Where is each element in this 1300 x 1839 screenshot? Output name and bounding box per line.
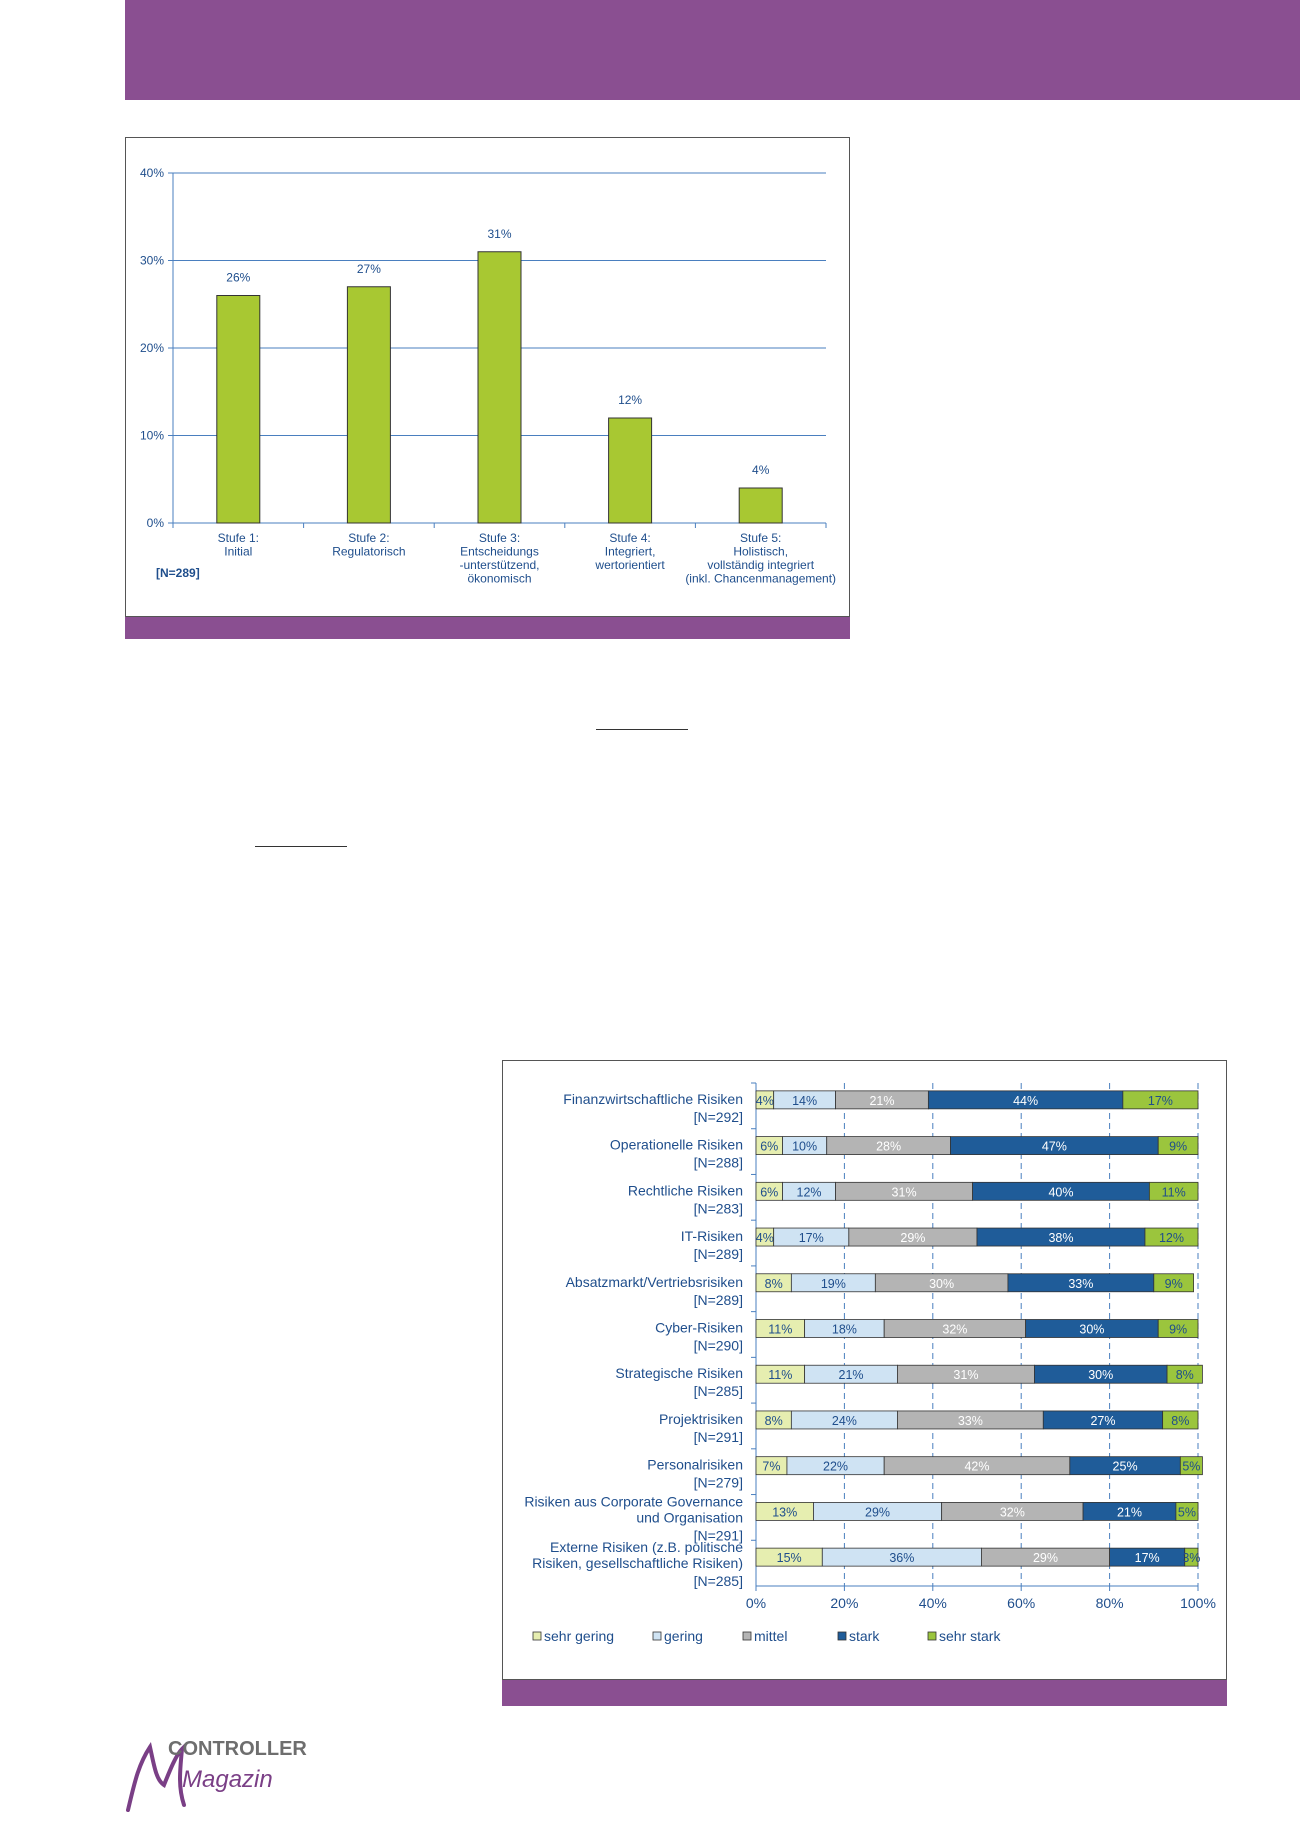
segment-value-label: 30% (1079, 1322, 1105, 1337)
segment-value-label: 22% (823, 1459, 849, 1474)
y-tick-label: 0% (146, 516, 164, 530)
sample-size-label: [N=283] (693, 1200, 743, 1217)
segment-value-label: 6% (760, 1185, 779, 1200)
segment-value-label: 4% (755, 1231, 774, 1246)
x-tick-label: 60% (1007, 1595, 1036, 1611)
text-underline-2 (255, 846, 347, 847)
legend-swatch (838, 1632, 846, 1640)
legend-swatch (653, 1632, 661, 1640)
bar (609, 418, 652, 523)
segment-value-label: 6% (760, 1139, 779, 1154)
segment-value-label: 8% (1171, 1413, 1190, 1428)
sample-size-note: [N=289] (156, 566, 200, 580)
y-tick-label: 10% (139, 428, 164, 443)
segment-value-label: 17% (1147, 1093, 1173, 1108)
category-label: ökonomisch (467, 571, 532, 586)
sample-size-label: [N=291] (693, 1428, 743, 1445)
category-label: Cyber-Risiken (655, 1319, 743, 1336)
segment-value-label: 33% (957, 1413, 983, 1428)
risk-chart-frame (502, 1060, 1227, 1680)
x-tick-label: 0% (745, 1595, 767, 1611)
category-label: Risiken, gesellschaftliche Risiken) (532, 1555, 743, 1572)
category-label: Stufe 3: (478, 531, 521, 545)
segment-value-label: 19% (820, 1276, 846, 1291)
maturity-chart-frame (125, 137, 850, 617)
segment-value-label: 17% (1134, 1551, 1160, 1566)
category-label: vollständig integriert (707, 558, 815, 572)
x-tick-label: 100% (1180, 1595, 1216, 1611)
category-label: Risiken aus Corporate Governance (524, 1493, 743, 1510)
segment-value-label: 36% (889, 1551, 915, 1566)
segment-value-label: 30% (929, 1276, 955, 1291)
segment-value-label: 40% (1048, 1185, 1074, 1200)
category-label: Externe Risiken (z.B. politische (550, 1539, 743, 1556)
segment-value-label: 30% (1088, 1368, 1114, 1383)
segment-value-label: 32% (999, 1505, 1025, 1520)
maturity-chart-caption-bar (125, 617, 850, 639)
segment-value-label: 9% (1169, 1322, 1188, 1337)
segment-value-label: 24% (831, 1413, 857, 1428)
segment-value-label: 33% (1068, 1276, 1094, 1291)
segment-value-label: 21% (838, 1368, 864, 1383)
segment-value-label: 29% (1032, 1551, 1059, 1566)
segment-value-label: 21% (1116, 1505, 1143, 1520)
segment-value-label: 17% (798, 1231, 824, 1246)
text-underline-1 (596, 729, 688, 730)
segment-value-label: 32% (942, 1322, 968, 1337)
segment-value-label: 3% (1182, 1551, 1201, 1566)
sample-size-label: [N=289] (693, 1246, 743, 1263)
category-label: (inkl. Chancenmanagement) (685, 571, 837, 586)
category-label: IT-Risiken (680, 1228, 743, 1245)
bar (739, 488, 782, 523)
legend-label: sehr stark (939, 1628, 1001, 1644)
category-label: Absatzmarkt/Vertriebsrisiken (565, 1273, 743, 1290)
segment-value-label: 5% (1177, 1505, 1196, 1520)
risk-stacked-bar-chart (503, 1061, 1226, 1679)
x-tick-label: 80% (1095, 1595, 1124, 1611)
segment-value-label: 29% (865, 1505, 891, 1520)
legend-swatch (533, 1632, 541, 1640)
category-label: Integriert, (604, 544, 656, 559)
category-label: Stufe 1: (217, 531, 259, 545)
segment-value-label: 12% (1158, 1231, 1184, 1246)
segment-value-label: 27% (1090, 1413, 1116, 1428)
logo-script: Magazin (182, 1766, 273, 1793)
y-tick-label: 40% (139, 166, 164, 180)
logo-wordmark: CONTROLLER (168, 1738, 307, 1760)
segment-value-label: 8% (764, 1413, 783, 1428)
bar (217, 296, 260, 524)
legend-swatch (743, 1632, 751, 1640)
segment-value-label: 42% (964, 1459, 990, 1474)
segment-value-label: 18% (831, 1322, 857, 1337)
segment-value-label: 7% (762, 1459, 781, 1474)
category-label: Personalrisiken (647, 1456, 743, 1473)
category-label: Projektrisiken (658, 1410, 743, 1427)
category-label: Holistisch, (733, 544, 789, 559)
sample-size-label: [N=289] (693, 1291, 743, 1308)
category-label: Regulatorisch (332, 544, 406, 559)
segment-value-label: 13% (772, 1505, 798, 1520)
legend-label: sehr gering (544, 1628, 615, 1644)
category-label: und Organisation (636, 1509, 743, 1526)
x-tick-label: 20% (830, 1595, 859, 1611)
sample-size-label: [N=292] (693, 1108, 743, 1125)
segment-value-label: 28% (876, 1139, 902, 1154)
segment-value-label: 15% (776, 1551, 802, 1566)
legend-label: mittel (754, 1628, 788, 1644)
segment-value-label: 11% (1161, 1185, 1186, 1200)
segment-value-label: 29% (900, 1231, 926, 1246)
category-label: -unterstützend, (459, 558, 540, 572)
segment-value-label: 44% (1013, 1093, 1039, 1108)
bar-value-label: 12% (618, 393, 643, 407)
segment-value-label: 10% (792, 1139, 818, 1154)
segment-value-label: 9% (1169, 1139, 1188, 1154)
bar-value-label: 31% (487, 226, 512, 241)
segment-value-label: 31% (953, 1368, 979, 1383)
segment-value-label: 8% (1175, 1368, 1194, 1383)
bar (478, 252, 521, 523)
category-label: Operationelle Risiken (609, 1136, 743, 1153)
segment-value-label: 31% (891, 1185, 917, 1200)
sample-size-label: [N=290] (693, 1337, 743, 1354)
top-banner (125, 0, 1300, 100)
segment-value-label: 47% (1041, 1139, 1067, 1154)
segment-value-label: 5% (1182, 1459, 1201, 1474)
bar-value-label: 26% (226, 270, 251, 285)
segment-value-label: 25% (1112, 1459, 1138, 1474)
category-label: Stufe 4: (609, 531, 651, 545)
sample-size-label: [N=279] (693, 1474, 743, 1491)
segment-value-label: 11% (768, 1368, 793, 1383)
segment-value-label: 38% (1048, 1231, 1074, 1246)
y-tick-label: 30% (139, 253, 164, 268)
bar-value-label: 27% (356, 261, 381, 276)
category-label: Strategische Risiken (615, 1365, 743, 1382)
legend-label: gering (664, 1628, 703, 1644)
sample-size-label: [N=291] (693, 1527, 743, 1544)
category-label: Entscheidungs (460, 544, 539, 559)
segment-value-label: 11% (768, 1322, 793, 1337)
bar (347, 287, 390, 523)
legend-swatch (928, 1632, 936, 1640)
segment-value-label: 9% (1164, 1276, 1183, 1291)
segment-value-label: 4% (755, 1093, 774, 1108)
legend-label: stark (849, 1628, 880, 1644)
segment-value-label: 8% (764, 1276, 783, 1291)
category-label: wertorientiert (595, 558, 665, 572)
maturity-bar-chart (126, 138, 849, 616)
x-tick-label: 40% (918, 1595, 947, 1611)
segment-value-label: 21% (869, 1093, 895, 1108)
segment-value-label: 12% (796, 1185, 822, 1200)
risk-chart-caption-bar (502, 1680, 1227, 1706)
category-label: Initial (224, 544, 253, 559)
category-label: Stufe 5: (740, 531, 782, 545)
category-label: Stufe 2: (348, 531, 390, 545)
sample-size-label: [N=288] (693, 1154, 743, 1171)
sample-size-label: [N=285] (693, 1383, 743, 1400)
category-label: Finanzwirtschaftliche Risiken (563, 1090, 743, 1107)
segment-value-label: 14% (792, 1093, 818, 1108)
sample-size-label: [N=285] (693, 1573, 743, 1590)
category-label: Rechtliche Risiken (627, 1182, 743, 1199)
controller-magazin-logo (120, 1725, 307, 1825)
y-tick-label: 20% (139, 341, 164, 355)
bar-value-label: 4% (752, 463, 770, 477)
